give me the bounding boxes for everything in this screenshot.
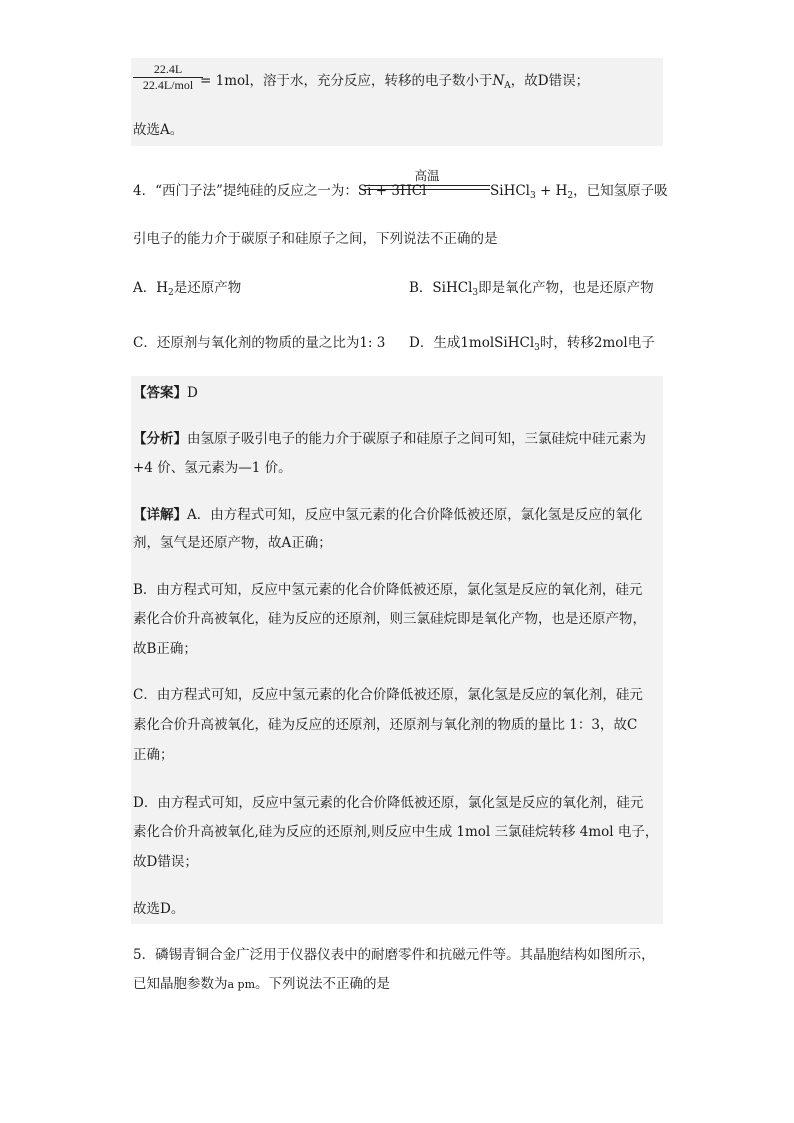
option-a-sub: 2 <box>168 288 174 298</box>
detail-a-line2: 剂，氢气是还原产物，故A正确； <box>133 535 332 551</box>
detail-d-line1: D．由方程式可知，反应中氢元素的化合价降低被还原，氯化氢是反应的氧化剂，硅元 <box>133 795 644 811</box>
equation-arrow <box>364 169 490 190</box>
fraction-numerator: 22.4L <box>133 62 203 78</box>
option-a-pre: A．H <box>133 280 169 296</box>
option-d-pre: D．生成1molSiHCl <box>409 335 535 351</box>
detail-b-line3: 故B正确； <box>133 641 197 657</box>
option-c: C．还原剂与氧化剂的物质的量之比为1: 3 <box>133 335 386 351</box>
answer-value: D <box>187 385 198 401</box>
detail-c-line3: 正确； <box>133 747 174 763</box>
option-b <box>409 279 654 302</box>
option-d-post: 时，转移2mol电子 <box>539 335 655 351</box>
avogadro-symbol: N <box>492 73 505 89</box>
fraction-denominator: 22.4L/mol <box>142 78 194 92</box>
answer-line <box>133 384 198 402</box>
answer-tag: 【答案】 <box>133 385 187 401</box>
equation-right-sub2: 2 <box>567 191 574 201</box>
fraction <box>133 62 203 93</box>
q4-choose: 故选D。 <box>133 901 185 917</box>
q3-choose: 故选A。 <box>133 122 184 138</box>
option-d-sub: 3 <box>534 343 540 353</box>
lattice-parameter: a pm <box>227 978 256 991</box>
detail-d-line3: 故D错误； <box>133 854 198 870</box>
q5-line2 <box>133 975 390 994</box>
q4-stem-line1-right <box>490 182 668 205</box>
fraction-rhs: = 1mol <box>200 73 250 89</box>
detail-b-line1: B．由方程式可知，反应中氢元素的化合价降低被还原，氯化氢是反应的氧化剂，硅元 <box>133 582 643 598</box>
detail-a-text1: A．由方程式可知，反应中氢元素的化合价降低被还原，氯化氢是反应的氧化 <box>187 507 643 523</box>
analysis-text1: 由氢原子吸引电子的能力介于碳原子和硅原子之间可知，三氯硅烷中硅元素为 <box>187 431 646 447</box>
q4-stem-a: 4．“西门子法”提纯硅的反应之一为： <box>133 183 358 199</box>
analysis-line1 <box>133 430 646 448</box>
q3-tail-line <box>200 72 589 95</box>
equation-left: Si + 3HCl <box>357 183 427 199</box>
analysis-tag: 【分析】 <box>133 431 187 447</box>
equation-right-b: + H <box>535 183 568 199</box>
option-b-pre: B．SiHCl <box>409 280 473 296</box>
equation-right-a: SiHCl <box>490 183 530 199</box>
option-a <box>133 279 241 302</box>
avogadro-sub: A <box>504 81 511 91</box>
option-a-post: 是还原产物 <box>173 280 242 296</box>
q5-line1: 5．磷锡青铜合金广泛用于仪器仪表中的耐磨零件和抗磁元件等。其晶胞结构如图所示， <box>133 947 655 963</box>
q3-text2: ，故D错误； <box>510 73 590 89</box>
detail-c-line1: C．由方程式可知，反应中氢元素的化合价降低被还原，氯化氢是反应的氧化剂，硅元 <box>133 687 643 703</box>
detail-a-line1 <box>133 506 642 524</box>
detail-c-line2: 素化合价升高被氧化，硅为反应的还原剂，还原剂与氧化剂的物质的量比 1：3，故C <box>133 717 638 733</box>
option-b-sub: 3 <box>472 288 479 298</box>
q5-text-b: 。下列说法不正确的是 <box>255 976 391 992</box>
detail-d-line2: 素化合价升高被氧化,硅为反应的还原剂,则反应中生成 1mol 三氯硅烷转移 4mol 电子， <box>133 824 659 840</box>
analysis-line2: +4 价、氢元素为—1 价。 <box>133 460 292 476</box>
q4-stem-b: ，已知氢原子吸 <box>573 183 668 199</box>
option-d <box>409 334 655 357</box>
equation-condition: 高温 <box>414 168 440 183</box>
equals-bars <box>364 185 490 190</box>
q5-text-a: 已知晶胞参数为 <box>133 976 228 992</box>
option-b-post: 即是氧化产物，也是还原产物 <box>478 280 654 296</box>
detail-tag: 【详解】 <box>133 507 187 523</box>
q4-stem-line2: 引电子的能力介于碳原子和硅原子之间，下列说法不正确的是 <box>133 231 498 247</box>
equation-right-sub: 3 <box>530 191 536 201</box>
detail-b-line2: 素化合价升高被氧化，硅为反应的还原剂，则三氯硅烷即是氧化产物，也是还原产物， <box>133 611 646 627</box>
q3-text1: ，溶于水，充分反应，转移的电子数小于 <box>249 73 493 89</box>
